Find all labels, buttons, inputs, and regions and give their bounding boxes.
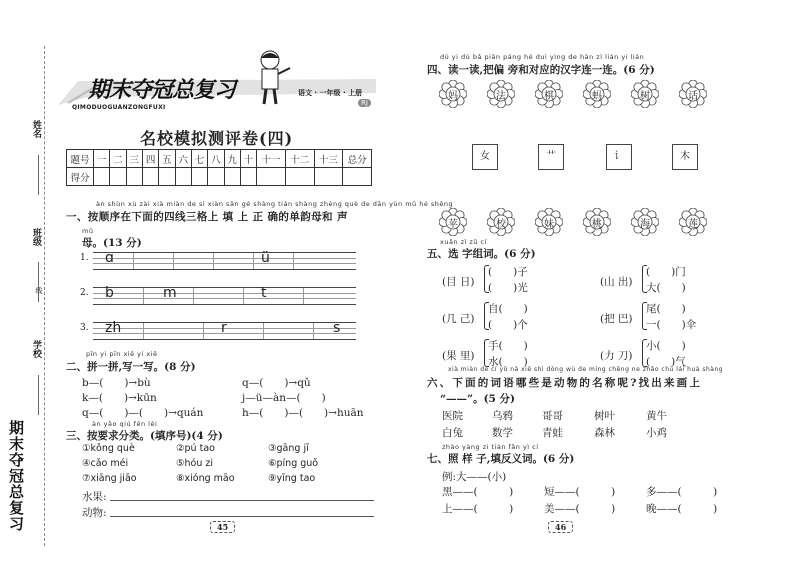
q3-item-1: ①kǒng què xyxy=(82,443,135,454)
q3-pinyin: àn yāo qiú fēn lèi xyxy=(92,420,158,428)
q6-word-4[interactable]: 黄牛 xyxy=(646,410,667,422)
q5-title: 五、选 字组词。(6 分) xyxy=(427,248,536,260)
q6-word-2[interactable]: 哥哥 xyxy=(542,410,563,422)
score-cell-9[interactable] xyxy=(224,168,240,186)
flower-bottom-4-char: 海 xyxy=(640,219,650,230)
writing-grid-2[interactable] xyxy=(93,287,356,305)
flower-bottom-5-char: 莲 xyxy=(688,219,698,230)
score-cell-2[interactable] xyxy=(110,168,126,186)
score-col-2: 二 xyxy=(110,150,126,168)
q5-opt-5-1[interactable]: ( )气 xyxy=(646,356,686,368)
q5-opt-0-1[interactable]: ( )光 xyxy=(488,282,528,294)
q3-item-3: ③gāng jī xyxy=(268,443,309,454)
header-pinyin: QIMODUOGUANZONGFUXI xyxy=(72,104,166,111)
page-number-right: 46 xyxy=(548,521,573,533)
letter-b: b xyxy=(105,285,114,301)
flower-top-4-char: 树 xyxy=(640,91,650,102)
letter-a: ɑ xyxy=(105,250,114,266)
q2-pinyin: pīn yi pīn xiě yi xiě xyxy=(86,350,158,358)
flower-bottom-5 xyxy=(679,208,707,236)
q1-row2-number: 2. xyxy=(80,288,89,298)
q7-pinyin: zhào yàng zi tián fǎn yì cí xyxy=(442,443,539,451)
flower-top-4 xyxy=(631,80,659,108)
score-cell-8[interactable] xyxy=(208,168,224,186)
writing-grid-1[interactable] xyxy=(93,252,356,270)
flower-top-0 xyxy=(439,80,467,108)
q6-word-9[interactable]: 小鸡 xyxy=(646,427,667,439)
score-col-1: 一 xyxy=(94,150,110,168)
score-col-6: 六 xyxy=(175,150,191,168)
q2-item-1[interactable]: b—( )→bù xyxy=(82,377,151,389)
flower-top-3-char: 蚂 xyxy=(592,91,602,102)
name-underline xyxy=(38,155,39,195)
score-cell-13[interactable] xyxy=(314,168,343,186)
q5-label-1: (山 出) xyxy=(600,276,633,288)
grade-info: 语文 · 一年级 · 上册 xyxy=(298,89,363,97)
q6-word-1[interactable]: 乌鸦 xyxy=(492,410,513,422)
animal-answer-line[interactable] xyxy=(110,516,374,517)
q5-opt-1-0[interactable]: ( )门 xyxy=(646,266,686,278)
q1-pinyin2: mǔ xyxy=(82,227,94,235)
score-cell-5[interactable] xyxy=(159,168,175,186)
q5-label-2: (几 己) xyxy=(442,313,475,325)
q1-title: 一、按顺序在下面的四线三格上 填 上 正 确的单韵母和 声 xyxy=(66,211,348,223)
score-col-10: 十 xyxy=(240,150,256,168)
side-brand: 期末夺冠总复习 xyxy=(7,420,25,532)
score-cell-3[interactable] xyxy=(126,168,142,186)
q5-opt-2-0[interactable]: 自( ) xyxy=(488,303,528,315)
q7-example: 例:大——(小) xyxy=(442,471,507,483)
letter-s: s xyxy=(333,320,341,336)
letter-r: r xyxy=(221,320,227,336)
page-number-left: 45 xyxy=(210,521,235,533)
score-col-4: 四 xyxy=(142,150,158,168)
q6-word-3[interactable]: 树叶 xyxy=(594,410,615,422)
radical-box-2[interactable]: 讠 xyxy=(606,144,632,170)
flower-top-0-char: 妈 xyxy=(448,91,458,102)
flower-bottom-2-char: 妹 xyxy=(544,219,554,230)
q3-item-6: ⑥píng guǒ xyxy=(268,458,319,469)
flower-top-5-char: 话 xyxy=(688,91,698,102)
q1-row1-number: 1. xyxy=(80,253,89,263)
q6-word-7[interactable]: 青蛙 xyxy=(542,427,563,439)
flower-top-3 xyxy=(583,80,611,108)
q2-item-2[interactable]: q—( )→qǔ xyxy=(242,377,311,389)
q7-item-4[interactable]: 美——( ) xyxy=(544,503,616,515)
score-col-7: 七 xyxy=(191,150,207,168)
q6-pinyin: xià miàn de cí yǔ nǎ xiē shì dòng wù de míng chēng ne zhǎo chū lái huà shàng xyxy=(448,366,724,373)
letter-u: ü xyxy=(261,250,270,266)
score-cell-7[interactable] xyxy=(191,168,207,186)
q5-opt-0-0[interactable]: ( )子 xyxy=(488,266,528,278)
flower-bottom-3 xyxy=(583,208,611,236)
score-row-label: 得分 xyxy=(67,168,94,186)
score-col-3: 三 xyxy=(126,150,142,168)
score-col-11: 十一 xyxy=(257,150,286,168)
letter-t: t xyxy=(261,285,267,301)
class-label: 班级 xyxy=(31,228,41,246)
q5-opt-4-1[interactable]: 水( ) xyxy=(488,356,528,368)
q3-item-4: ④cǎo méi xyxy=(82,458,129,469)
score-table xyxy=(66,149,372,186)
q2-item-6[interactable]: h—( )—( )→huān xyxy=(242,407,364,419)
flower-bottom-0 xyxy=(439,208,467,236)
q7-item-5[interactable]: 晚——( ) xyxy=(646,503,718,515)
edition-tag: RJ xyxy=(358,99,371,107)
score-header-label: 题号 xyxy=(67,150,94,168)
q7-item-0[interactable]: 黑——( ) xyxy=(442,486,514,498)
flower-top-2-char: 棋 xyxy=(544,91,554,102)
radical-box-3[interactable]: 木 xyxy=(672,144,698,170)
score-cell-6[interactable] xyxy=(175,168,191,186)
q5-opt-1-1[interactable]: 大( ) xyxy=(646,282,686,294)
score-col-12: 十二 xyxy=(285,150,314,168)
q3-item-9: ⑨yīng tao xyxy=(268,473,316,484)
flower-bottom-3-char: 桃 xyxy=(592,219,602,230)
q6-word-6[interactable]: 数学 xyxy=(492,427,513,439)
score-col-14: 总分 xyxy=(343,150,372,168)
q7-item-2[interactable]: 多——( ) xyxy=(646,486,718,498)
q7-title: 七、照 样 子,填反义词。(6 分) xyxy=(427,453,575,465)
fruit-label: 水果: xyxy=(82,491,107,503)
q6-word-5[interactable]: 白兔 xyxy=(442,427,463,439)
q7-item-1[interactable]: 短——( ) xyxy=(544,486,616,498)
q5-label-0: (目 日) xyxy=(442,276,475,288)
fruit-answer-line[interactable] xyxy=(110,500,374,501)
q1-row3-number: 3. xyxy=(80,323,89,333)
q1-title2: 母。(13 分) xyxy=(82,237,142,249)
q1-pinyin: àn shùn xù zài xià miàn de sì xiàn sān gé shàng tián shàng zhèng què de dān yùn mǔ hé shēng xyxy=(96,200,454,208)
binding-strip xyxy=(0,0,52,566)
q5-label-5: (力 刀) xyxy=(600,350,633,362)
q2-item-5[interactable]: q—( )—( )→quán xyxy=(82,407,204,419)
flower-bottom-0-char: 苹 xyxy=(448,219,458,230)
q2-item-3[interactable]: k—( )→kūn xyxy=(82,392,157,404)
q6-title: 六、下面的词语哪些是动物的名称呢?找出来画上 xyxy=(427,377,703,389)
name-label: 姓名 xyxy=(31,120,41,138)
header-title: 期末夺冠总复习 xyxy=(88,78,236,103)
score-col-5: 五 xyxy=(159,150,175,168)
mascot-icon xyxy=(252,48,292,108)
flower-top-1 xyxy=(487,80,515,108)
q5-label-4: (果 里) xyxy=(442,350,475,362)
q5-opt-3-0[interactable]: 尾( ) xyxy=(646,303,686,315)
score-cell-11[interactable] xyxy=(257,168,286,186)
q4-pinyin: dú yi dú bǎ piān páng hé duì yìng de hàn zì lián yi lián xyxy=(440,53,645,61)
cut-line xyxy=(44,46,46,546)
q6-word-8[interactable]: 森林 xyxy=(594,427,615,439)
exam-title: 名校模拟测评卷(四) xyxy=(140,129,294,148)
radical-box-0[interactable]: 女 xyxy=(472,144,498,170)
q5-pinyin: xuǎn zì zǔ cí xyxy=(440,238,487,246)
flower-bottom-1-char: 校 xyxy=(496,219,506,230)
score-cell-14[interactable] xyxy=(343,168,372,186)
q4-title: 四、读一读,把偏 旁和对应的汉字连一连。(6 分) xyxy=(427,64,655,76)
score-cell-4[interactable] xyxy=(142,168,158,186)
score-cell-10[interactable] xyxy=(240,168,256,186)
flower-bottom-4 xyxy=(631,208,659,236)
class-underline xyxy=(38,262,39,302)
q5-label-3: (把 巴) xyxy=(600,313,633,325)
q6-title2: “——”。(5 分) xyxy=(440,393,515,405)
q5-opt-4-0[interactable]: 手( ) xyxy=(488,340,528,352)
school-label: 学校 xyxy=(31,340,41,358)
flower-top-1-char: 法 xyxy=(496,91,506,102)
q5-opt-2-1[interactable]: ( )个 xyxy=(488,319,528,331)
score-col-9: 九 xyxy=(224,150,240,168)
score-cell-12[interactable] xyxy=(285,168,314,186)
letter-zh: zh xyxy=(105,320,122,336)
letter-m: m xyxy=(163,285,177,301)
score-cell-1[interactable] xyxy=(94,168,110,186)
flower-top-2 xyxy=(535,80,563,108)
q5-opt-3-1[interactable]: 一( )伞 xyxy=(646,319,697,331)
q2-title: 二、拼一拼,写一写。(8 分) xyxy=(66,361,196,373)
flower-top-5 xyxy=(679,80,707,108)
school-underline xyxy=(38,375,39,415)
q3-item-8: ⑧xióng māo xyxy=(176,473,235,484)
writing-grid-3[interactable] xyxy=(93,322,356,340)
q3-item-7: ⑦xiāng jiāo xyxy=(82,473,137,484)
flower-bottom-1 xyxy=(487,208,515,236)
score-col-13: 十三 xyxy=(314,150,343,168)
cut-mark: 线 xyxy=(35,287,43,294)
q3-item-5: ⑤hóu zi xyxy=(176,458,214,469)
radical-box-1[interactable]: 艹 xyxy=(538,144,564,170)
animal-label: 动物: xyxy=(82,507,107,519)
q3-title: 三、按要求分类。(填序号)(4 分) xyxy=(66,430,223,442)
q5-opt-5-0[interactable]: 小( ) xyxy=(646,340,686,352)
q3-item-2: ②pú tao xyxy=(176,443,215,454)
q6-word-0[interactable]: 医院 xyxy=(442,410,463,422)
score-col-8: 八 xyxy=(208,150,224,168)
q7-item-3[interactable]: 上——( ) xyxy=(442,503,514,515)
q2-item-4[interactable]: j—ü—àn—( ) xyxy=(242,392,326,404)
flower-bottom-2 xyxy=(535,208,563,236)
